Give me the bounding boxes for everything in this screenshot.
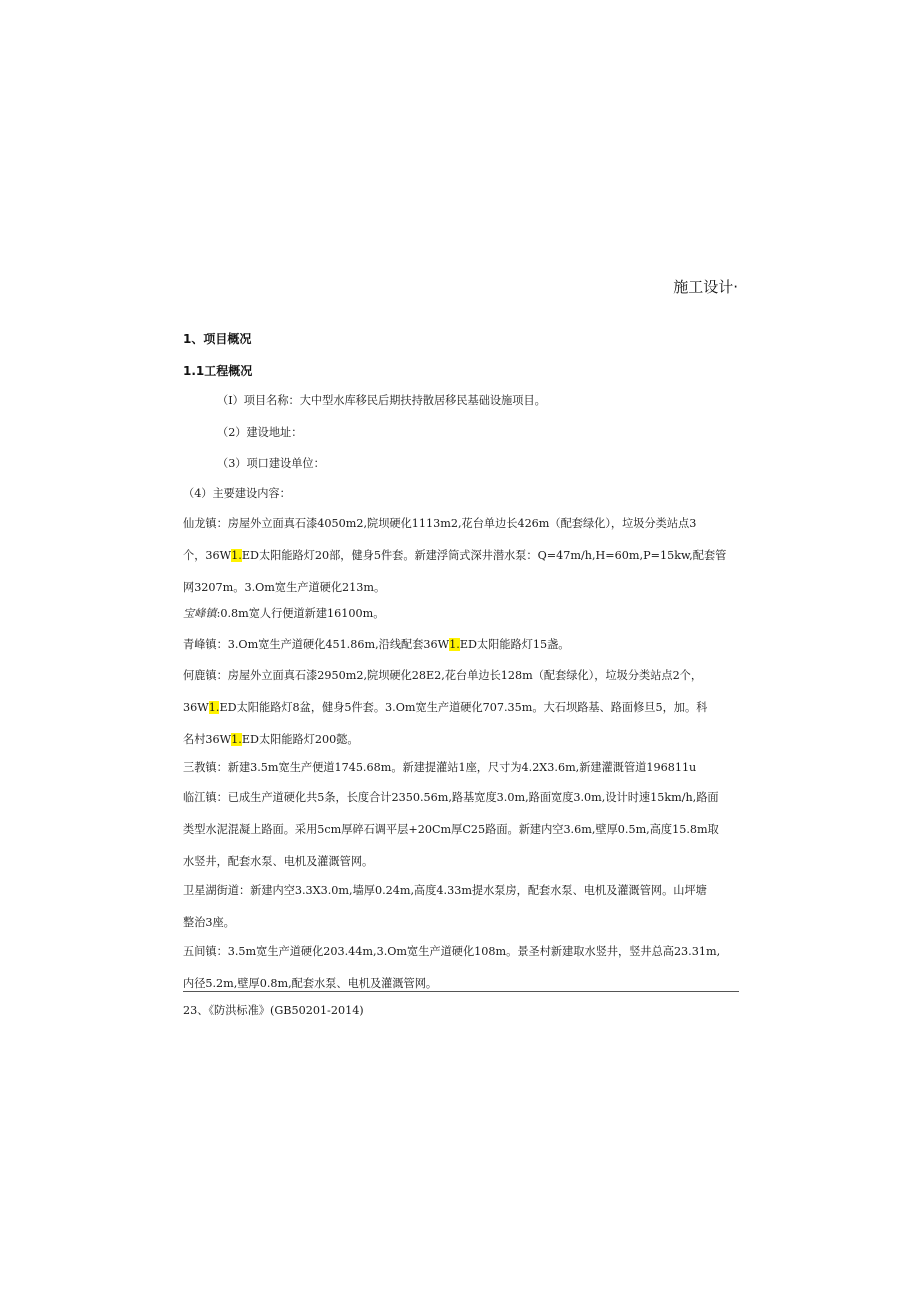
linjiang-line-1: 临江镇：已成生产道硬化共5条，长度合计2350.56m,路基宽度3.0m,路面宽度3.0m,设计时速15km∕h,路面	[183, 791, 719, 804]
sanjiao-paragraph	[183, 752, 738, 784]
reference-standard: 23、《防洪标准》(GB50201-2014)	[183, 1004, 364, 1017]
weixinghu-paragraph	[183, 875, 738, 939]
subsection-heading: 1.1工程概况	[183, 364, 253, 378]
qingfeng-line	[183, 629, 738, 661]
linjiang-paragraph	[183, 782, 738, 878]
weixinghu-line-1: 卫星湖街道：新建内空3.3X3.0m,墙厚0.24m,高度4.33m提水泵房，配套水泵、电机及灌溉管网。山坪塘	[183, 884, 707, 897]
document-title: 施工设计·	[673, 278, 738, 296]
highlighted-text: 1.	[231, 549, 242, 562]
project-name-item: （I）项目名称：大中型水库移民后期扶持散居移民基础设施项目。	[217, 394, 546, 407]
helu-line-1: 何鹿镇：房屋外立面真石漆2950m2,院坝硬化28E2,花台单边长128m（配套绿化），垃圾分类站点2个，	[183, 669, 703, 682]
helu-line-2	[183, 692, 738, 724]
divider	[183, 991, 739, 992]
highlighted-text: 1.	[231, 733, 242, 746]
main-content-item: （4）主要建设内容：	[183, 487, 291, 500]
xianlong-line-2b: ED太阳能路灯20部，健身5件套。新建浮筒式深井潜水泵：Q=47m∕h,H=60m,P=15kw,配套管	[241, 549, 727, 562]
construction-address-item: （2）建设地址：	[217, 426, 303, 439]
xianlong-line-2a: 个，36W	[183, 549, 232, 562]
qingfeng-text-b: ED太阳能路灯15盏。	[459, 638, 570, 651]
qingfeng-text-a: 青峰镇：3.Om宽生产道硬化451.86m,沿线配套36W	[183, 638, 450, 651]
helu-line-2a: 36W	[183, 701, 209, 714]
xianlong-paragraph	[183, 508, 738, 604]
weixinghu-line-2: 整治3座。	[183, 916, 235, 929]
helu-line-2b: ED太阳能路灯8盆，健身5件套。3.Om宽生产道硬化707.35m。大石坝路基、路面修旦5，加。科	[219, 701, 708, 714]
wujian-line-2: 内径5.2m,壁厚0.8m,配套水泵、电机及灌溉管网。	[183, 977, 438, 990]
sanjiao-line: 三教镇：新建3.5m宽生产便道1745.68m。新建提灌站1座，尺寸为4.2X3.6m,新建灌溉管道196811u	[183, 761, 697, 774]
linjiang-line-3: 水竖井，配套水泵、电机及灌溉管网。	[183, 855, 374, 868]
xianlong-line-3: 网3207m。3.Om宽生产道硬化213m。	[183, 581, 386, 594]
baofeng-text: :0.8m宽人行便道新建16100m。	[216, 607, 385, 620]
helu-line-3a: 名村36W	[183, 733, 232, 746]
xianlong-line-2	[183, 540, 738, 572]
wujian-line-1: 五间镇：3.5m宽生产道硬化203.44m,3.Om宽生产道硬化108m。景圣村新建取水竖井，竖井总高23.31m,	[183, 945, 721, 958]
helu-line-3b: ED太阳能路灯200懿。	[241, 733, 359, 746]
baofeng-town-label: 宝峰镇	[183, 607, 217, 620]
helu-paragraph	[183, 660, 738, 756]
baofeng-line	[183, 598, 738, 630]
linjiang-line-2: 类型水泥混凝上路面。采用5cm厚碎石调平层+20Cm厚C25路面。新建内空3.6m,壁厚0.5m,高度15.8m取	[183, 823, 719, 836]
highlighted-text: 1.	[449, 638, 460, 651]
construction-unit-item: （3）项口建设单位：	[217, 457, 325, 470]
highlighted-text: 1.	[208, 701, 220, 714]
section-heading: 1、项目概况	[183, 332, 252, 346]
baofeng-paragraph	[183, 598, 738, 630]
qingfeng-paragraph	[183, 629, 738, 661]
xianlong-line-1: 仙龙镇：房屋外立面真石漆4050m2,院坝硬化1113m2,花台单边长426m（配套绿化），垃圾分类站点3	[183, 517, 697, 530]
